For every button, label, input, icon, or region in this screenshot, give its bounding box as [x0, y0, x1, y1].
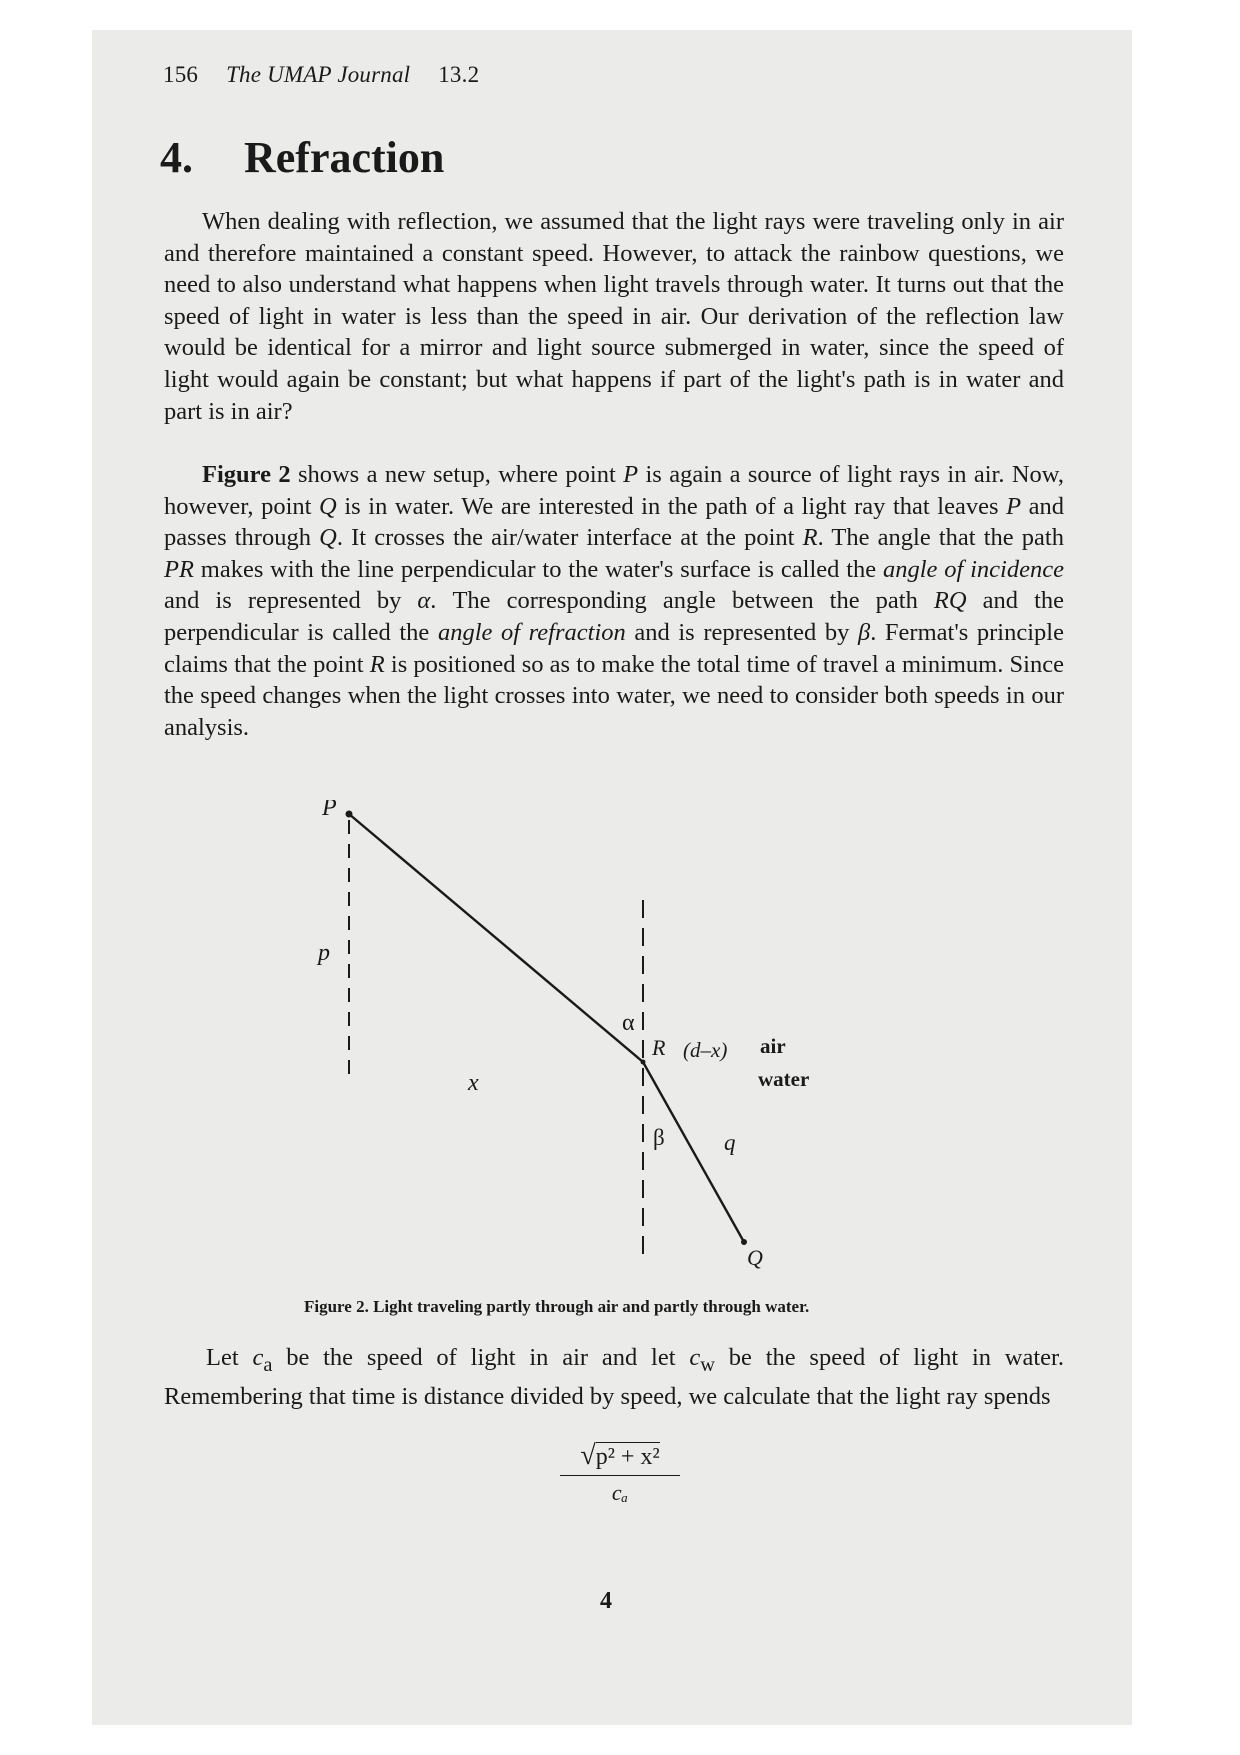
label-P: P	[322, 800, 337, 821]
label-air: air	[760, 1034, 786, 1058]
section-title: Refraction	[244, 133, 445, 182]
figure-caption: Figure 2. Light traveling partly through air and partly through water.	[304, 1297, 810, 1316]
math-symbol: PR	[164, 555, 194, 583]
text-run: . The corresponding angle between the path	[430, 587, 934, 615]
label-Q: Q	[747, 1245, 763, 1270]
figure-2-diagram	[300, 800, 820, 1280]
math-symbol: RQ	[933, 587, 967, 615]
text-run: shows a new setup, where point	[290, 461, 624, 488]
math-symbol: α	[417, 587, 431, 615]
label-water: water	[758, 1067, 810, 1091]
time-in-air-formula	[560, 1440, 680, 1506]
math-symbol: β	[857, 618, 871, 646]
point-p-marker	[346, 811, 353, 818]
text-run: and passes through	[164, 492, 1065, 552]
text-run: be the speed of light in water. Remembering that time is distance divided by speed, we calculate that the light ray spends	[164, 1344, 1064, 1411]
text-run: . The angle that the path	[817, 524, 1064, 552]
math-symbol: c	[689, 1344, 701, 1371]
label-R: R	[652, 1035, 666, 1060]
term-angle-of-refraction: angle of refraction	[437, 618, 626, 646]
math-symbol: R	[369, 650, 385, 678]
formula-numerator	[560, 1440, 680, 1476]
point-r-marker	[641, 1060, 646, 1065]
math-symbol: Q	[319, 492, 337, 520]
text-run: . Fermat's principle claims that the point	[164, 618, 1064, 678]
text-run: is again a source of light rays in air. Now, however, point	[164, 461, 1064, 520]
math-subscript: a	[263, 1353, 273, 1376]
label-p: p	[318, 940, 330, 966]
ray-pr	[349, 814, 643, 1062]
paragraph-1: When dealing with reflection, we assumed that the light rays were traveling only in air and therefore maintained a constant speed. However, to attack the rainbow questions, we need to also understand what happens when light travels through water. It turns out that the speed of light in water is less than the speed in air. Our derivation of the reflection law would be identical for a mirror and light source submerged in water, since the speed of light would again be constant; but what happens if part of the light's path is in water and part is in air?	[164, 208, 1064, 425]
paragraph-2	[164, 459, 1064, 743]
paragraph-3	[164, 1342, 1064, 1413]
running-header	[163, 62, 479, 88]
square-root-sign: √	[580, 1440, 596, 1471]
math-subscript: w	[700, 1353, 715, 1376]
math-symbol: c	[252, 1344, 264, 1371]
label-x: x	[468, 1070, 479, 1096]
text-run: Let	[206, 1344, 253, 1371]
math-symbol: Q	[319, 524, 337, 552]
math-symbol: P	[623, 461, 639, 488]
text-run: is positioned so as to make the total time of travel a minimum. Since the speed changes when the light crosses into water, we need to consider both speeds in our analysis.	[164, 650, 1064, 741]
label-d-minus-x: (d–x)	[683, 1038, 728, 1062]
label-beta: β	[653, 1125, 665, 1150]
text-run: and is represented by	[625, 618, 858, 646]
label-alpha: α	[622, 1010, 635, 1036]
math-symbol: P	[1006, 492, 1022, 520]
text-run: . It crosses the air/water interface at the point	[336, 524, 803, 552]
text-run: makes with the line perpendicular to the water's surface is called the	[193, 555, 883, 583]
text-run: and the perpendicular is called the	[164, 587, 1064, 646]
math-symbol: R	[802, 524, 818, 552]
section-heading	[160, 132, 444, 183]
text-run: is in water. We are interested in the path of a light ray that leaves	[336, 492, 1007, 520]
section-number: 4.	[160, 133, 193, 182]
text-run: and is represented by	[164, 587, 418, 615]
header-issue: 13.2	[438, 62, 480, 87]
page-folio: 4	[600, 1588, 612, 1614]
text-run: be the speed of light in air and let	[272, 1344, 690, 1371]
header-journal-title: The UMAP Journal	[226, 62, 411, 87]
label-q: q	[724, 1130, 736, 1155]
formula-radicand: p² + x²	[595, 1444, 660, 1470]
figure-reference: Figure 2	[202, 461, 291, 488]
term-angle-of-incidence: angle of incidence	[882, 555, 1064, 583]
header-page-number: 156	[163, 62, 199, 87]
formula-denominator: cₐ	[611, 1480, 629, 1505]
